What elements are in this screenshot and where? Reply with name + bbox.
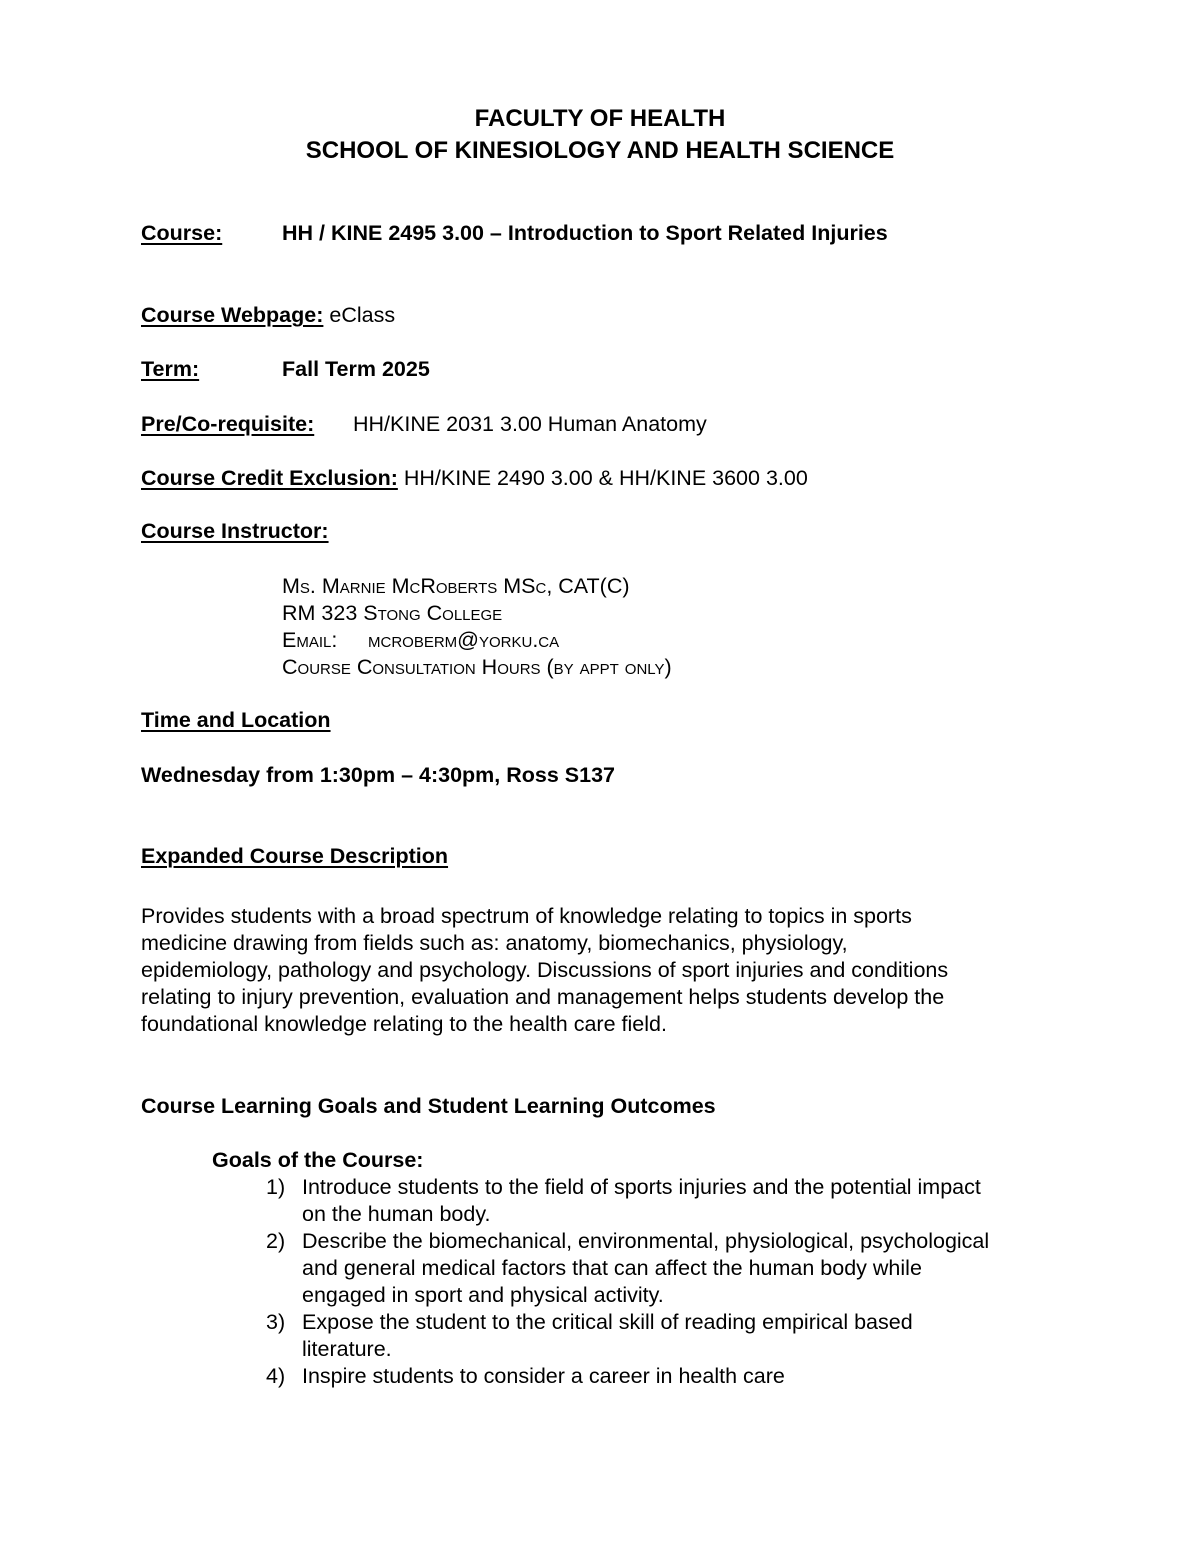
goals-list [212, 1174, 989, 1390]
description-line: medicine drawing from fields such as: anatomy, biomechanics, physiology, [141, 931, 848, 955]
description-line: relating to injury prevention, evaluation and management helps students develop the [141, 985, 945, 1009]
school-title: SCHOOL OF KINESIOLOGY AND HEALTH SCIENCE [305, 137, 895, 164]
prereq-label: Pre/Co-requisite: [141, 412, 315, 436]
webpage-value: eClass [329, 303, 396, 327]
description-line: foundational knowledge relating to the health care field. [141, 1012, 667, 1036]
exclusion-value: HH/KINE 2490 3.00 & HH/KINE 3600 3.00 [403, 466, 808, 490]
webpage-row [141, 302, 395, 329]
goal-number: 2) [266, 1229, 286, 1253]
goals-section-heading: Course Learning Goals and Student Learning Outcomes [141, 1094, 716, 1118]
goal-line: literature. [302, 1337, 392, 1361]
exclusion-label: Course Credit Exclusion: [141, 466, 398, 490]
goal-line: engaged in sport and physical activity. [302, 1283, 664, 1307]
prereq-row [141, 411, 707, 438]
instructor-room: RM 323 Stong College [282, 601, 503, 625]
goal-line: Expose the student to the critical skill of reading empirical based [302, 1310, 913, 1334]
goal-number: 1) [266, 1175, 286, 1199]
consultation-hours: Course Consultation Hours (by appt only) [282, 655, 672, 679]
goal-item [212, 1363, 989, 1390]
term-label: Term: [141, 357, 200, 381]
faculty-title: FACULTY OF HEALTH [474, 105, 726, 132]
email-link[interactable]: mcroberm@yorku.ca [368, 628, 560, 652]
course-value: HH / KINE 2495 3.00 – Introduction to Sport Related Injuries [282, 221, 888, 245]
time-location-value: Wednesday from 1:30pm – 4:30pm, Ross S137 [141, 763, 615, 787]
time-location-heading: Time and Location [141, 708, 331, 732]
course-row [141, 220, 888, 247]
goals-subheading: Goals of the Course: [212, 1148, 424, 1172]
email-label: Email: [282, 628, 338, 652]
goal-line: Inspire students to consider a career in health care [302, 1364, 785, 1388]
instructor-name: Ms. Marnie McRoberts MSc, CAT(C) [282, 574, 630, 598]
goal-item [212, 1174, 989, 1228]
instructor-email-row [282, 627, 559, 654]
course-label: Course: [141, 221, 223, 245]
prereq-value: HH/KINE 2031 3.00 Human Anatomy [353, 412, 707, 436]
webpage-label: Course Webpage: [141, 303, 324, 327]
description-line: Provides students with a broad spectrum of knowledge relating to topics in sports [141, 904, 912, 928]
description-heading: Expanded Course Description [141, 844, 449, 868]
term-row [141, 356, 430, 383]
exclusion-row [141, 465, 808, 492]
goal-item [212, 1309, 989, 1363]
description-line: epidemiology, pathology and psychology. Discussions of sport injuries and conditions [141, 958, 949, 982]
goal-line: Describe the biomechanical, environmental, physiological, psychological [302, 1229, 990, 1253]
goal-line: on the human body. [302, 1202, 491, 1226]
goal-item [212, 1228, 989, 1309]
instructor-heading: Course Instructor: [141, 519, 329, 543]
goal-line: and general medical factors that can affect the human body while [302, 1256, 922, 1280]
goal-number: 3) [266, 1310, 286, 1334]
goal-line: Introduce students to the field of sports injuries and the potential impact [302, 1175, 981, 1199]
term-value: Fall Term 2025 [282, 357, 430, 381]
goal-number: 4) [266, 1364, 286, 1388]
description-paragraph [141, 903, 948, 1038]
